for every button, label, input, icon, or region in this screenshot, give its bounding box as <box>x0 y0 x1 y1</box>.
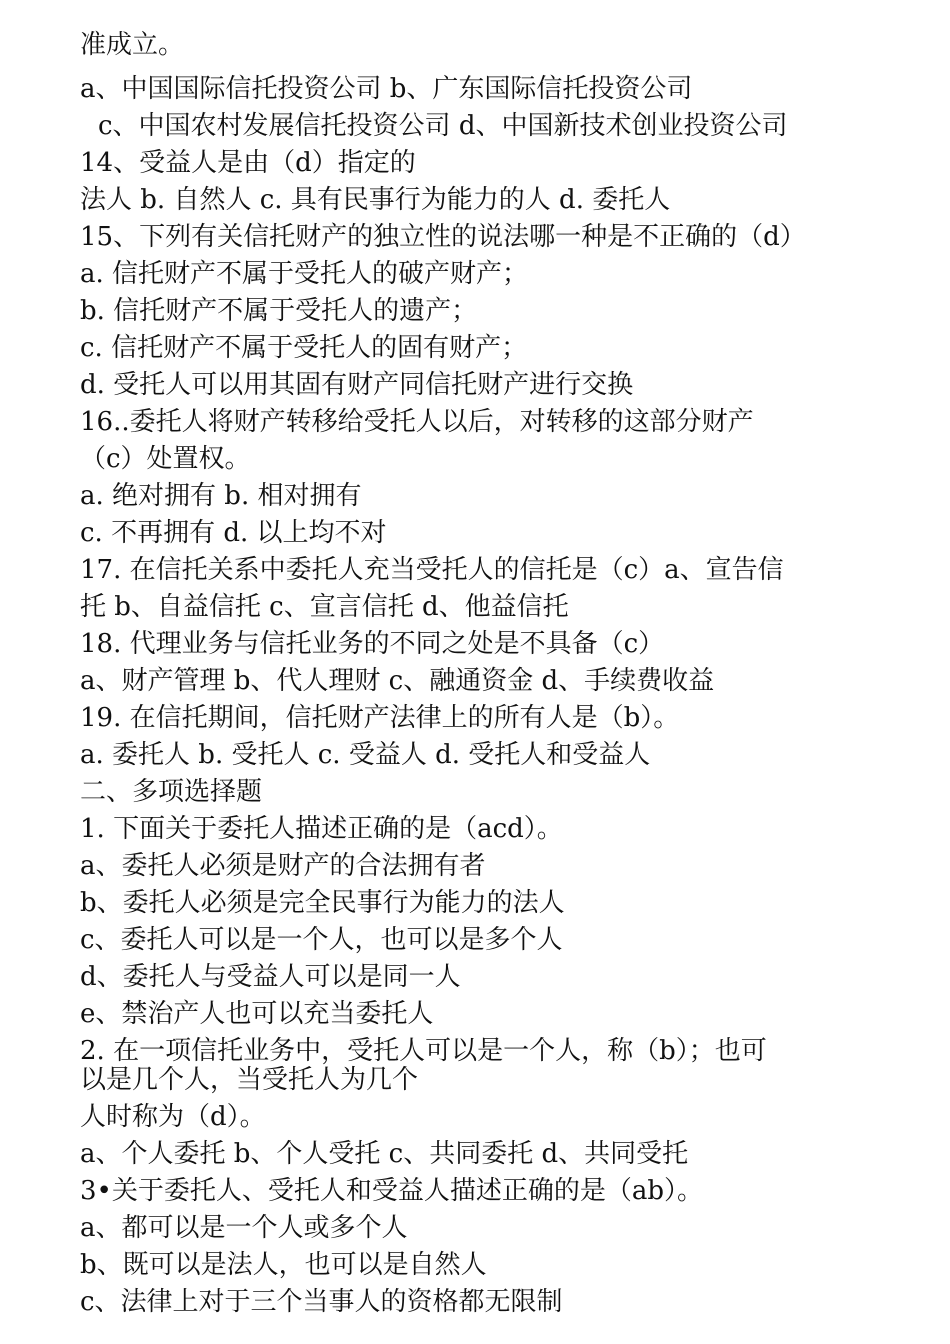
text-line: a. 信托财产不属于受托人的破产财产； <box>80 259 529 289</box>
multi-question-2: 2. 在一项信托业务中，受托人可以是一个人，称（b）；也可 <box>80 1036 767 1066</box>
question-16: 16..委托人将财产转移给受托人以后，对转移的这部分财产 <box>80 407 754 437</box>
text-line: 准成立。 <box>80 30 185 60</box>
text-line: d、委托人与受益人可以是同一人 <box>80 962 461 992</box>
text-line: a、都可以是一个人或多个人 <box>80 1213 408 1243</box>
text-line: b、既可以是法人，也可以是自然人 <box>80 1250 487 1280</box>
text-line: c. 信托财产不属于受托人的固有财产； <box>80 333 528 363</box>
text-line: c、委托人可以是一个人，也可以是多个人 <box>80 925 563 955</box>
text-line: a、委托人必须是财产的合法拥有者 <box>80 851 486 881</box>
text-line: c、法律上对于三个当事人的资格都无限制 <box>80 1287 563 1317</box>
text-line: 托 b、自益信托 c、宣言信托 d、他益信托 <box>80 592 569 622</box>
text-line: （c）处置权。 <box>80 444 251 474</box>
text-line: a. 委托人 b. 受托人 c. 受益人 d. 受托人和受益人 <box>80 740 651 770</box>
text-line: b、委托人必须是完全民事行为能力的法人 <box>80 888 565 918</box>
question-17: 17. 在信托关系中委托人充当受托人的信托是（c）a、宣告信 <box>80 555 784 585</box>
text-line: a、中国国际信托投资公司 b、广东国际信托投资公司 <box>80 74 693 104</box>
question-14: 14、受益人是由（d）指定的 <box>80 148 416 178</box>
multi-question-3: 3•关于委托人、受托人和受益人描述正确的是（ab）。 <box>80 1176 704 1206</box>
text-line: 以是几个人，当受托人为几个 <box>80 1065 419 1095</box>
multi-question-1: 1. 下面关于委托人描述正确的是（acd）。 <box>80 814 563 844</box>
text-line: b. 信托财产不属于受托人的遗产； <box>80 296 478 326</box>
question-15: 15、下列有关信托财产的独立性的说法哪一种是不正确的（d） <box>80 222 806 252</box>
text-line: e、禁治产人也可以充当委托人 <box>80 999 434 1029</box>
section-heading: 二、多项选择题 <box>80 777 263 807</box>
text-line: a. 绝对拥有 b. 相对拥有 <box>80 481 362 511</box>
text-line: a、财产管理 b、代人理财 c、融通资金 d、手续费收益 <box>80 666 715 696</box>
text-line: 人时称为（d）。 <box>80 1102 266 1132</box>
text-line: d. 受托人可以用其固有财产同信托财产进行交换 <box>80 370 634 400</box>
text-line: c. 不再拥有 d. 以上均不对 <box>80 518 387 548</box>
text-line: a、个人委托 b、个人受托 c、共同委托 d、共同受托 <box>80 1139 689 1169</box>
text-line: 法人 b. 自然人 c. 具有民事行为能力的人 d. 委托人 <box>80 185 671 215</box>
question-18: 18. 代理业务与信托业务的不同之处是不具备（c） <box>80 629 665 659</box>
question-19: 19. 在信托期间，信托财产法律上的所有人是（b）。 <box>80 703 680 733</box>
text-line: c、中国农村发展信托投资公司 d、中国新技术创业投资公司 <box>98 111 788 141</box>
